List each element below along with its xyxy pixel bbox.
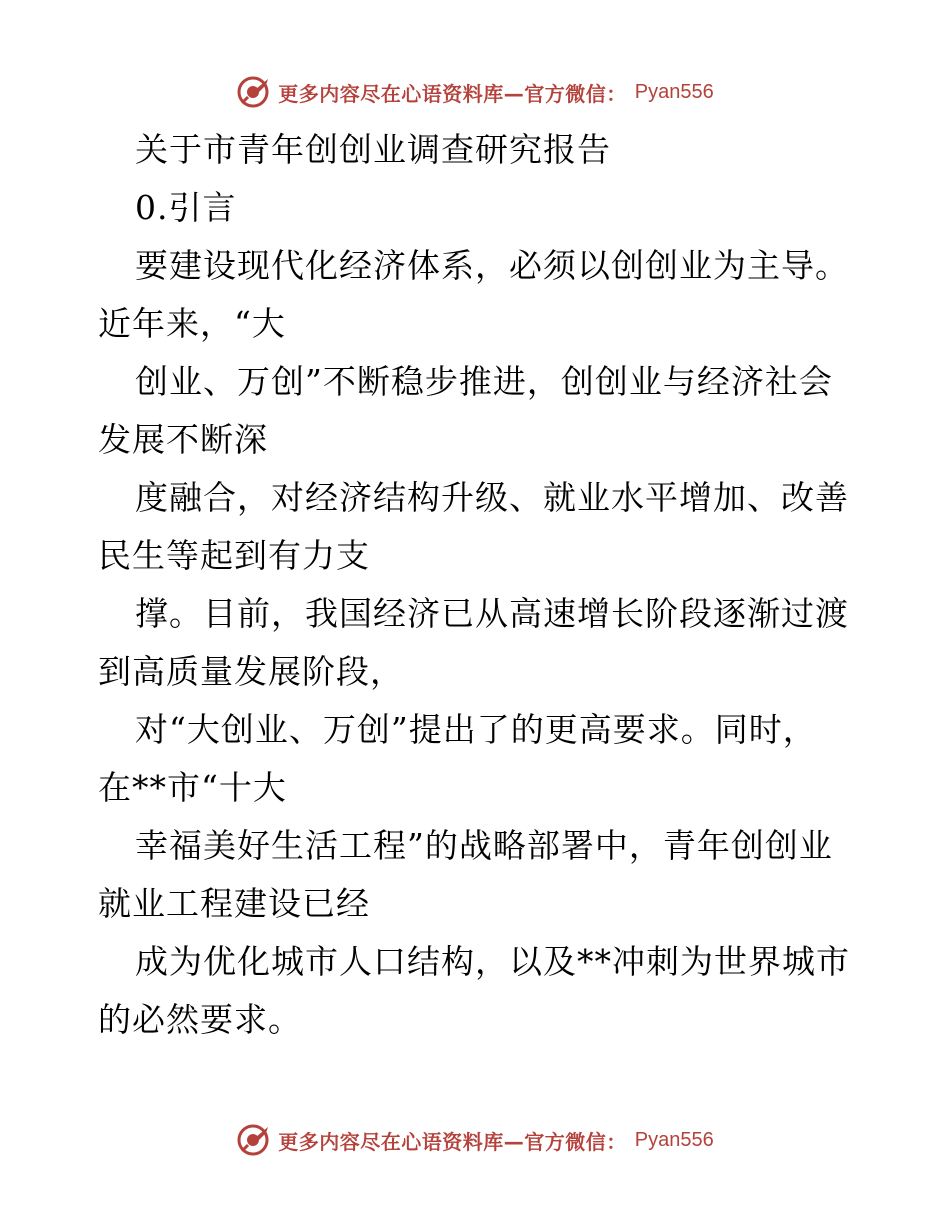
header-banner <box>0 72 950 112</box>
paragraph-line: 幸福美好生活工程”的战略部署中，青年创创业 <box>135 826 833 865</box>
document-title: 关于市青年创创业调查研究报告 <box>135 130 611 169</box>
header-banner-id: Pyan556 <box>634 80 714 103</box>
paragraph-line: 度融合，对经济结构升级、就业水平增加、改善 <box>135 478 849 517</box>
paragraph-line: 就业工程建设已经 <box>98 884 370 923</box>
pen-logo-icon <box>236 1123 270 1157</box>
paragraph-line: 到高质量发展阶段， <box>98 652 404 691</box>
footer-banner <box>0 1120 950 1160</box>
footer-banner-text: 更多内容尽在心语资料库—官方微信： <box>278 1129 627 1154</box>
footer-banner-id: Pyan556 <box>634 1128 714 1151</box>
section-heading: 0.引言 <box>135 188 237 227</box>
pen-logo-icon <box>236 75 270 109</box>
paragraph-line: 民生等起到有力支 <box>98 536 370 575</box>
header-banner-text: 更多内容尽在心语资料库—官方微信： <box>278 81 627 106</box>
paragraph-line: 撑。目前，我国经济已从高速增长阶段逐渐过渡 <box>135 594 849 633</box>
paragraph-line: 的必然要求。 <box>98 1000 302 1039</box>
paragraph-line: 近年来，“大 <box>98 304 286 343</box>
paragraph-line: 发展不断深 <box>98 420 268 459</box>
paragraph-line: 在**市“十大 <box>98 768 287 807</box>
paragraph-line: 创业、万创”不断稳步推进，创创业与经济社会 <box>135 362 833 401</box>
paragraph-line: 要建设现代化经济体系，必须以创创业为主导。 <box>135 246 849 285</box>
paragraph-line: 对“大创业、万创”提出了的更高要求。同时， <box>135 710 817 749</box>
paragraph-line: 成为优化城市人口结构，以及**冲刺为世界城市 <box>135 942 850 981</box>
